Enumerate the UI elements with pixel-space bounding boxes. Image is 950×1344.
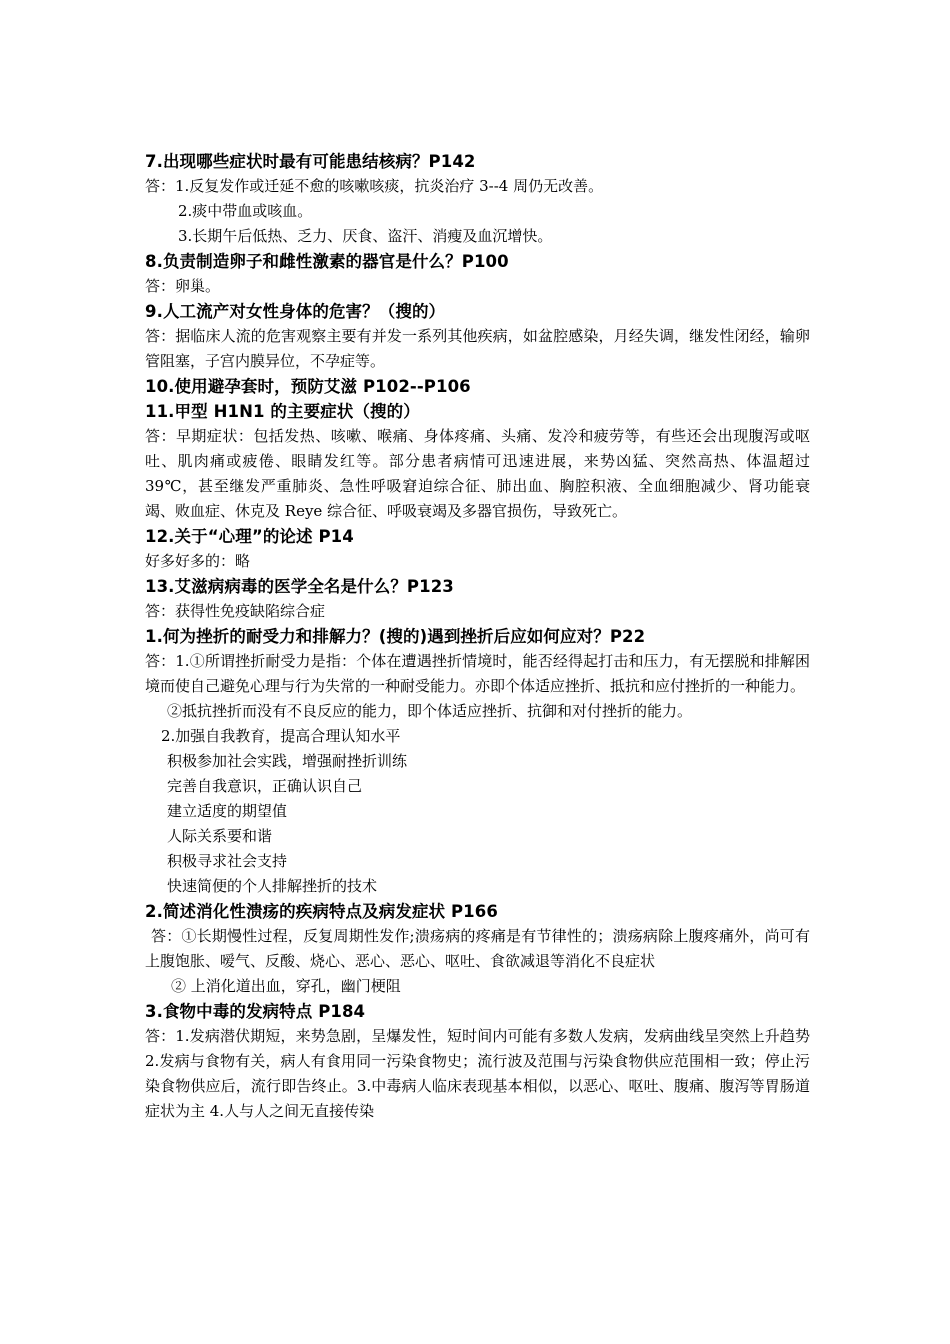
answer-line: 2.加强自我教育，提高合理认知水平 (161, 727, 401, 745)
question-heading: 1.何为挫折的耐受力和排解力？(搜的)遇到挫折后应如何应对？P22 (145, 627, 646, 646)
answer-line: 完善自我意识，正确认识自己 (167, 777, 363, 795)
answer-line: 人际关系要和谐 (167, 827, 273, 845)
answer-line: 建立适度的期望值 (167, 802, 288, 820)
answer-line: 2.痰中带血或咳血。 (178, 202, 313, 220)
answer-line: 积极参加社会实践，增强耐挫折训练 (167, 752, 408, 770)
question-heading: 10.使用避孕套时，预防艾滋 P102--P106 (145, 377, 471, 396)
question-heading: 2.简述消化性溃疡的疾病特点及病发症状 P166 (145, 902, 498, 921)
answer-line: 积极寻求社会支持 (167, 852, 288, 870)
question-heading: 8.负责制造卵子和雌性激素的器官是什么？P100 (145, 252, 509, 271)
answer-line: 答：卵巢。 (145, 277, 221, 295)
question-heading: 13.艾滋病病毒的医学全名是什么？P123 (145, 577, 454, 596)
question-heading: 3.食物中毒的发病特点 P184 (145, 1002, 366, 1021)
document-body (145, 149, 810, 1124)
answer-line: 3.长期午后低热、乏力、厌食、盗汗、消瘦及血沉增快。 (178, 227, 553, 245)
question-heading: 12.关于“心理”的论述 P14 (145, 527, 354, 546)
answer-paragraph: 答：据临床人流的危害观察主要有并发一系列其他疾病，如盆腔感染，月经失调，继发性闭经，输卵管阻塞，子宫内膜异位，不孕症等。 (145, 327, 810, 370)
question-heading: 11.甲型 H1N1 的主要症状（搜的） (145, 402, 420, 421)
answer-line: 答：获得性免疫缺陷综合症 (145, 602, 326, 620)
answer-paragraph: 答：1.发病潜伏期短，来势急剧，呈爆发性，短时间内可能有多数人发病，发病曲线呈突然上升趋势 2.发病与食物有关，病人有食用同一污染食物史；流行波及范围与污染食物供应范围相一致；停止污染食物供应后，流行即告终止。3.中毒病人临床表现基本相似，以恶心、呕吐、腹痛、腹泻等胃肠道症状为主 4.人与人之间无直接传染 (145, 1027, 810, 1120)
question-heading: 9.人工流产对女性身体的危害？（搜的） (145, 302, 446, 321)
answer-paragraph: 答：①长期慢性过程，反复周期性发作;溃疡病的疼痛是有节律性的；溃疡病除上腹疼痛外，尚可有上腹饱胀、嗳气、反酸、烧心、恶心、恶心、呕吐、食欲减退等消化不良症状 (145, 927, 810, 970)
question-heading: 7.出现哪些症状时最有可能患结核病？P142 (145, 152, 476, 171)
answer-line: ②抵抗挫折而没有不良反应的能力，即个体适应挫折、抗御和对付挫折的能力。 (167, 702, 693, 720)
answer-line: ② 上消化道出血，穿孔，幽门梗阻 (171, 977, 401, 995)
answer-line: 快速简便的个人排解挫折的技术 (167, 877, 378, 895)
answer-paragraph: 答：早期症状：包括发热、咳嗽、喉痛、身体疼痛、头痛、发冷和疲劳等，有些还会出现腹泻或呕吐、肌肉痛或疲倦、眼睛发红等。部分患者病情可迅速进展，来势凶猛、突然高热、体温超过 39℃，甚至继发严重肺炎、急性呼吸窘迫综合征、肺出血、胸腔积液、全血细胞减少、肾功能衰竭、败血症、休克及 Reye 综合征、呼吸衰竭及多器官损伤，导致死亡。 (145, 427, 810, 520)
answer-paragraph: 答：1.①所谓挫折耐受力是指：个体在遭遇挫折情境时，能否经得起打击和压力，有无摆脱和排解困境而使自己避免心理与行为失常的一种耐受能力。亦即个体适应挫折、抵抗和应付挫折的一种能力。 (145, 652, 810, 695)
answer-line: 好多好多的：略 (145, 552, 251, 570)
answer-line: 答：1.反复发作或迁延不愈的咳嗽咳痰，抗炎治疗 3--4 周仍无改善。 (145, 177, 604, 195)
